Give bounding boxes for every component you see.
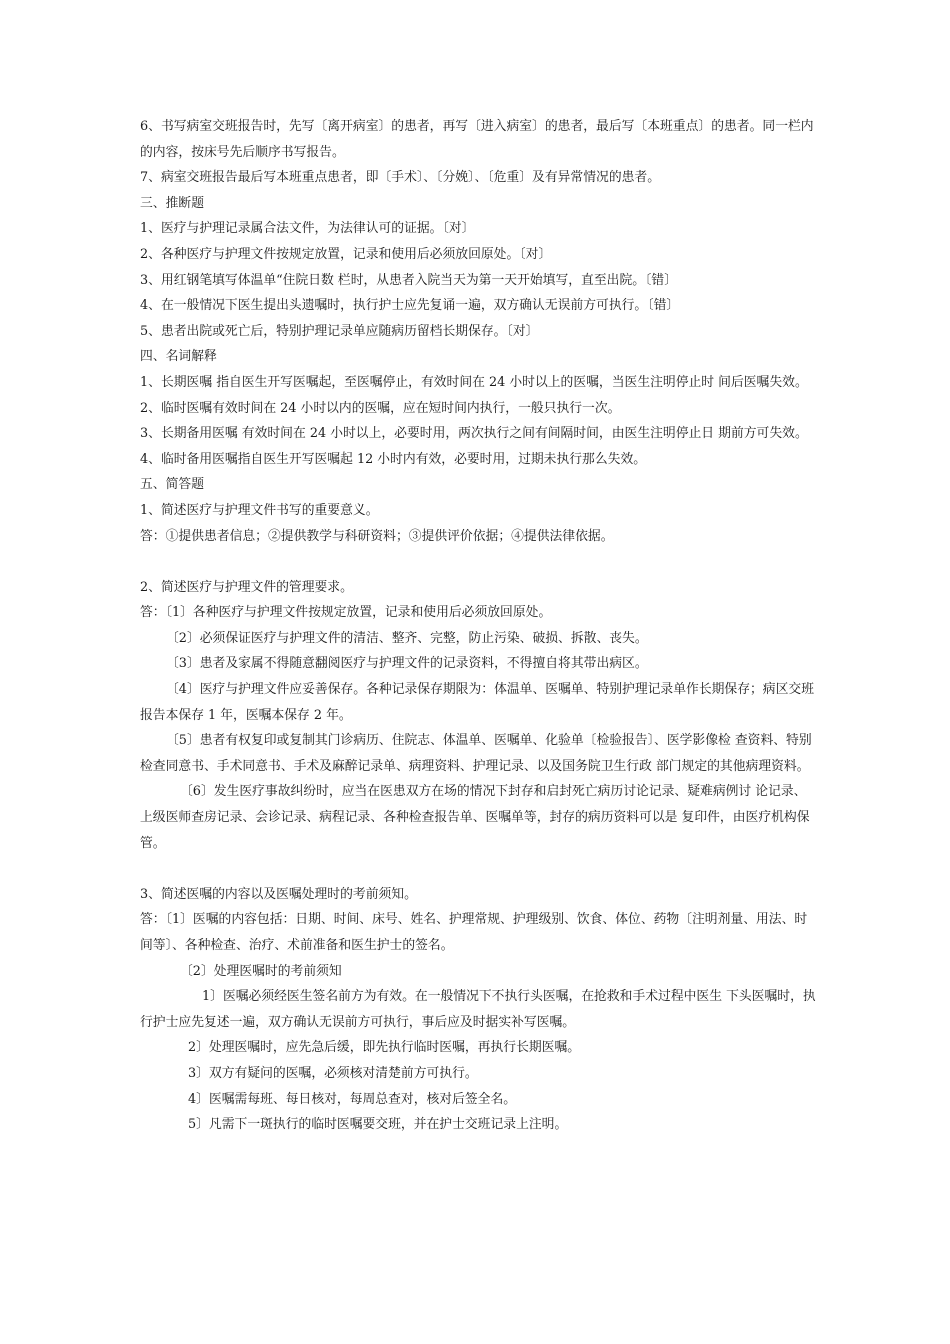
text-line: 3、长期备用医嘱 有效时间在 24 小时以上，必要时用，两次执行之间有间隔时间，由医生注明停止日 期前方可失效。 [140,426,808,442]
answer-line: 答：〔1〕各种医疗与护理文件按规定放置，记录和使用后必须放回原处。 [140,605,552,621]
text-line: 2、临时医嘱有效时间在 24 小时以内的医嘱，应在短时间内执行，一般只执行一次。 [140,400,621,416]
answer-subitem: 3〕双方有疑问的医嘱，必须核对清楚前方可执行。 [188,1065,478,1081]
answer-item: 〔2〕处理医嘱时的考前须知 [180,963,342,979]
blank-spacer [140,856,816,882]
answer-item: 〔3〕患者及家属不得随意翻阅医疗与护理文件的记录资料，不得擅自将其带出病区。 [166,656,648,672]
document-page [140,114,816,1138]
section-heading-short-answer: 五、简答题 [140,477,204,493]
answer-item: 〔4〕医疗与护理文件应妥善保存。各种记录保存期限为：体温单、医嘱单、特别护理记录单作长期保存；病区交班报告本保存 1 年，医嘱本保存 2 年。 [140,682,814,723]
text-line: 5、患者出院或死亡后，特别护理记录单应随病历留档长期保存。〔对〕 [140,323,539,339]
question-line: 2、简述医疗与护理文件的管理要求。 [140,579,353,595]
text-line: 6、书写病室交班报告时，先写〔离开病室〕的患者，再写〔进入病室〕的患者，最后写〔本班重点〕的患者。同一栏内的内容，按床号先后顺序书写报告。 [140,119,814,160]
answer-item: 〔5〕患者有权复印或复制其门诊病历、住院志、体温单、医嘱单、化验单〔检验报告〕、医学影像检 查资料、特别检查同意书、手术同意书、手术及麻醉记录单、病理资料、护理记录、以及国务院卫生行政 部门规定的其他病理资料。 [140,733,812,774]
answer-subitem: 4〕医嘱需每班、每日核对，每周总查对，核对后签全名。 [188,1091,517,1107]
text-line: 4、在一般情况下医生提出头遗嘱时，执行护士应先复诵一遍，双方确认无误前方可执行。〔错〕 [140,298,680,314]
answer-subitem: 1〕医嘱必须经医生签名前方为有效。在一般情况下不执行头医嘱，在抢救和手术过程中医生 下头医嘱时，执行护士应先复述一遍，双方确认无误前方可执行，事后应及时据实补写医嘱。 [140,989,816,1030]
blank-spacer [140,549,816,575]
question-line: 1、简述医疗与护理文件书写的重要意义。 [140,502,379,518]
answer-item: 〔2〕必须保证医疗与护理文件的清洁、整齐、完整，防止污染、破损、拆散、丧失。 [166,630,648,646]
text-line: 2、各种医疗与护理文件按规定放置，记录和使用后必须放回原处。〔对〕 [140,246,552,262]
text-line: 3、用红钢笔填写体温单“住院日数 栏时，从患者入院当天为第一天开始填写，直至出院。〔错〕 [140,272,678,288]
answer-item: 〔6〕发生医疗事故纠纷时，应当在医患双方在场的情况下封存和启封死亡病历讨论记录、疑难病例讨 论记录、上级医师查房记录、会诊记录、病程记录、各种检查报告单、医嘱单等，封存的病历资料可以是 复印件，由医疗机构保管。 [140,784,810,851]
section-heading-terms: 四、名词解释 [140,349,217,365]
answer-subitem: 2〕处理医嘱时，应先急后缓，即先执行临时医嘱，再执行长期医嘱。 [188,1040,581,1056]
answer-line: 答：①提供患者信息；②提供教学与科研资料；③提供评价依据；④提供法律依据。 [140,528,614,544]
text-line: 7、病室交班报告最后写本班重点患者，即〔手术〕、〔分娩〕、〔危重〕及有异常情况的患者。 [140,170,661,186]
section-heading-judgment: 三、推断题 [140,195,204,211]
text-line: 1、长期医嘱 指自医生开写医嘱起，至医嘱停止，有效时间在 24 小时以上的医嘱，当医生注明停止时 间后医嘱失效。 [140,374,808,390]
text-line: 4、临时备用医嘱指自医生开写医嘱起 12 小时内有效，必要时用，过期未执行那么失效。 [140,451,647,467]
answer-line: 答：〔1〕医嘱的内容包括：日期、时间、床号、姓名、护理常规、护理级别、饮食、体位、药物〔注明剂量、用法、时间等〕、各种检查、治疗、术前准备和医生护士的签名。 [140,912,808,953]
text-line: 1、医疗与护理记录属合法文件，为法律认可的证据。〔对〕 [140,221,475,237]
answer-subitem: 5〕凡需下一斑执行的临时医嘱要交班，并在护士交班记录上注明。 [188,1117,568,1133]
question-line: 3、简述医嘱的内容以及医嘱处理时的考前须知。 [140,886,417,902]
